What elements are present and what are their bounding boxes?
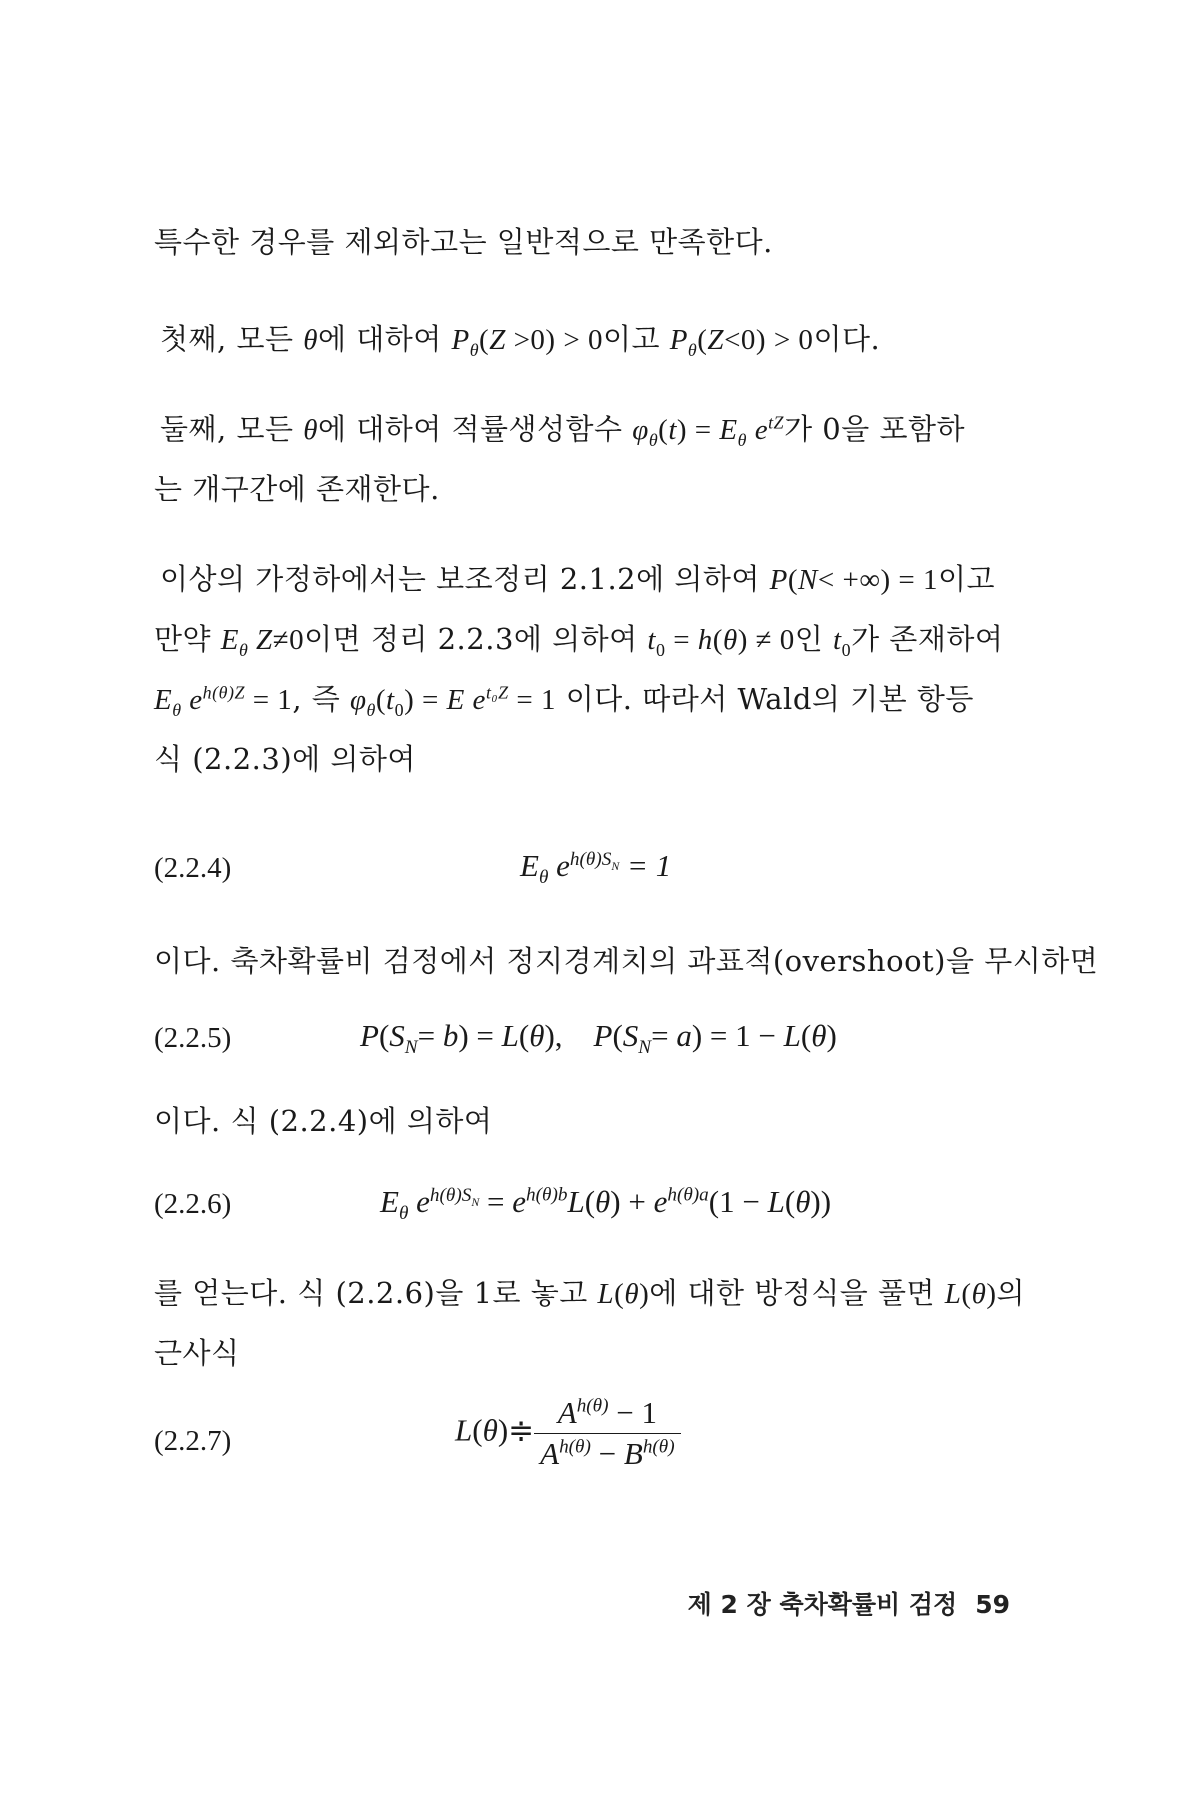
equation-number-2-2-5: (2.2.5) — [154, 1022, 232, 1054]
paragraph-solve-line1: 를 얻는다. 식 (2.2.6)을 1로 놓고 L(θ)에 대한 방정식을 풀면 L(θ)의 — [154, 1276, 1026, 1310]
equation-2-2-4: $E_\theta$ $e^{h(\theta)S_N} = 1$ — [520, 848, 672, 889]
paragraph-solve-line2: 근사식 — [154, 1336, 240, 1370]
chapter-title: 제 2 장 축차확률비 검정 — [687, 1590, 958, 1619]
equation-2-2-6: $E_\theta$ $e^{h(\theta)S_N} = e^{h(\theta)b}L(\theta) + e^{h(\theta)a}(1 - L(\theta))$ — [380, 1184, 832, 1225]
paragraph-1: 특수한 경우를 제외하고는 일반적으로 만족한다. — [154, 225, 773, 259]
paragraph-assumptions-line3: $E_\theta$ $e^{h(\theta)Z} = 1$, 즉 $\varphi_\theta(t_0) = E$ $e^{t_0Z} = 1$ 이다. 따라서 Wald의 기본 항등 — [154, 682, 974, 720]
paragraph-assumptions-line4: 식 (2.2.3)에 의하여 — [154, 742, 416, 776]
paragraph-first-condition: 첫째, 모든 θ에 대하여 $P_\theta(Z >0) > 0$이고 $P_\theta(Z<0) > 0$이다. — [160, 322, 881, 360]
page-footer — [688, 1585, 1010, 1621]
paragraph-second-condition-cont: 는 개구간에 존재한다. — [154, 472, 440, 506]
formula-p-negative: $P_\theta$ — [669, 324, 698, 360]
paragraph-second-condition: 둘째, 모든 θ에 대하여 적률생성함수 $\varphi_\theta(t) = E_\theta$ $e^{tZ}$가 0을 포함하 — [160, 412, 966, 450]
paragraph-overshoot: 이다. 축차확률비 검정에서 정지경계치의 과표적(overshoot)을 무시하면 — [154, 944, 1099, 978]
paragraph-by-eq: 이다. 식 (2.2.4)에 의하여 — [154, 1104, 493, 1138]
fraction: $\frac{A^{h(\theta)} - 1}{A^{h(\theta)} - B^{h(\theta)}}$ — [534, 1395, 681, 1472]
paragraph-assumptions-line1: 이상의 가정하에서는 보조정리 2.1.2에 의하여 P(N< +∞) = 1이고 — [160, 562, 996, 596]
page-number: 59 — [975, 1590, 1010, 1619]
equation-2-2-5: $P(S_N= b) = L(\theta)$, $P(S_N= a) = 1 - L(\theta)$ — [360, 1018, 837, 1059]
paragraph-assumptions-line2: 만약 $E_\theta$ Z≠0이면 정리 2.2.3에 의하여 $t_0 = h(\theta) \ne 0$인 $t_0$가 존재하여 — [154, 622, 1004, 660]
equation-number-2-2-4: (2.2.4) — [154, 852, 232, 884]
equation-2-2-7: L(θ)≑ $\frac{A^{h(\theta)} - 1}{A^{h(\theta)} - B^{h(\theta)}}$ — [455, 1395, 681, 1472]
formula-mgf: $\varphi_\theta$ — [632, 414, 659, 450]
equation-number-2-2-6: (2.2.6) — [154, 1188, 232, 1220]
equation-number-2-2-7: (2.2.7) — [154, 1425, 232, 1457]
formula-p-positive: $P_\theta$ — [451, 324, 480, 360]
